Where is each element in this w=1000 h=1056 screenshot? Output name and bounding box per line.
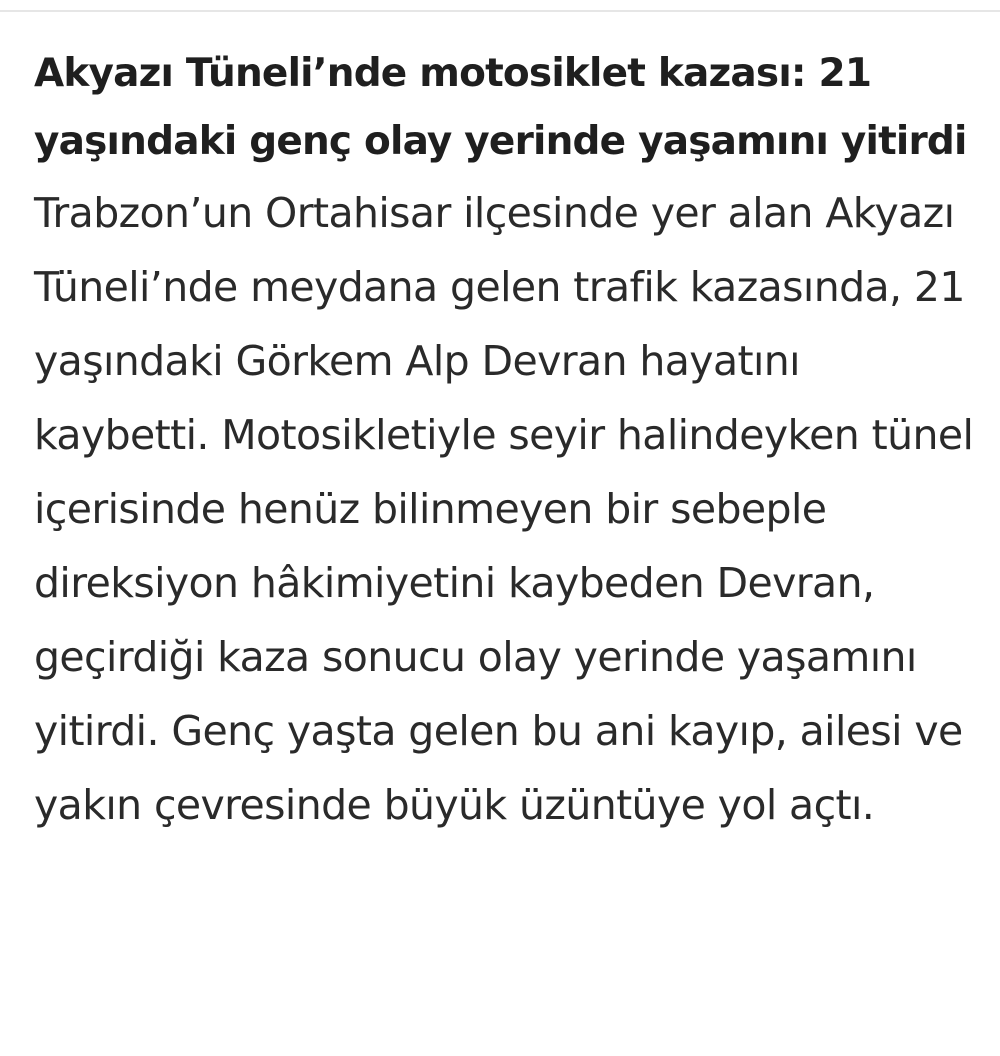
article-body: Trabzon’un Ortahisar ilçesinde yer alan Akyazı Tüneli’nde meydana gelen trafik kazasında, 21 yaşındaki Görkem Alp Devran hayatını kaybetti. Motosikletiyle seyir halindeyken tünel içerisinde henüz bilinmeyen bir sebeple direksiyon hâkimiyetini kaybeden Devran, geçirdiği kaza sonucu olay yerinde yaşamını yitirdi. Genç yaşta gelen bu ani kayıp, ailesi ve yakın çevresinde büyük üzüntüye yol açtı. [34, 189, 974, 829]
news-article [34, 40, 974, 842]
article-headline[interactable]: Akyazı Tüneli’nde motosiklet kazası: 21 yaşındaki genç olay yerinde yaşamını yitirdi [34, 51, 967, 164]
top-divider [0, 0, 1000, 12]
